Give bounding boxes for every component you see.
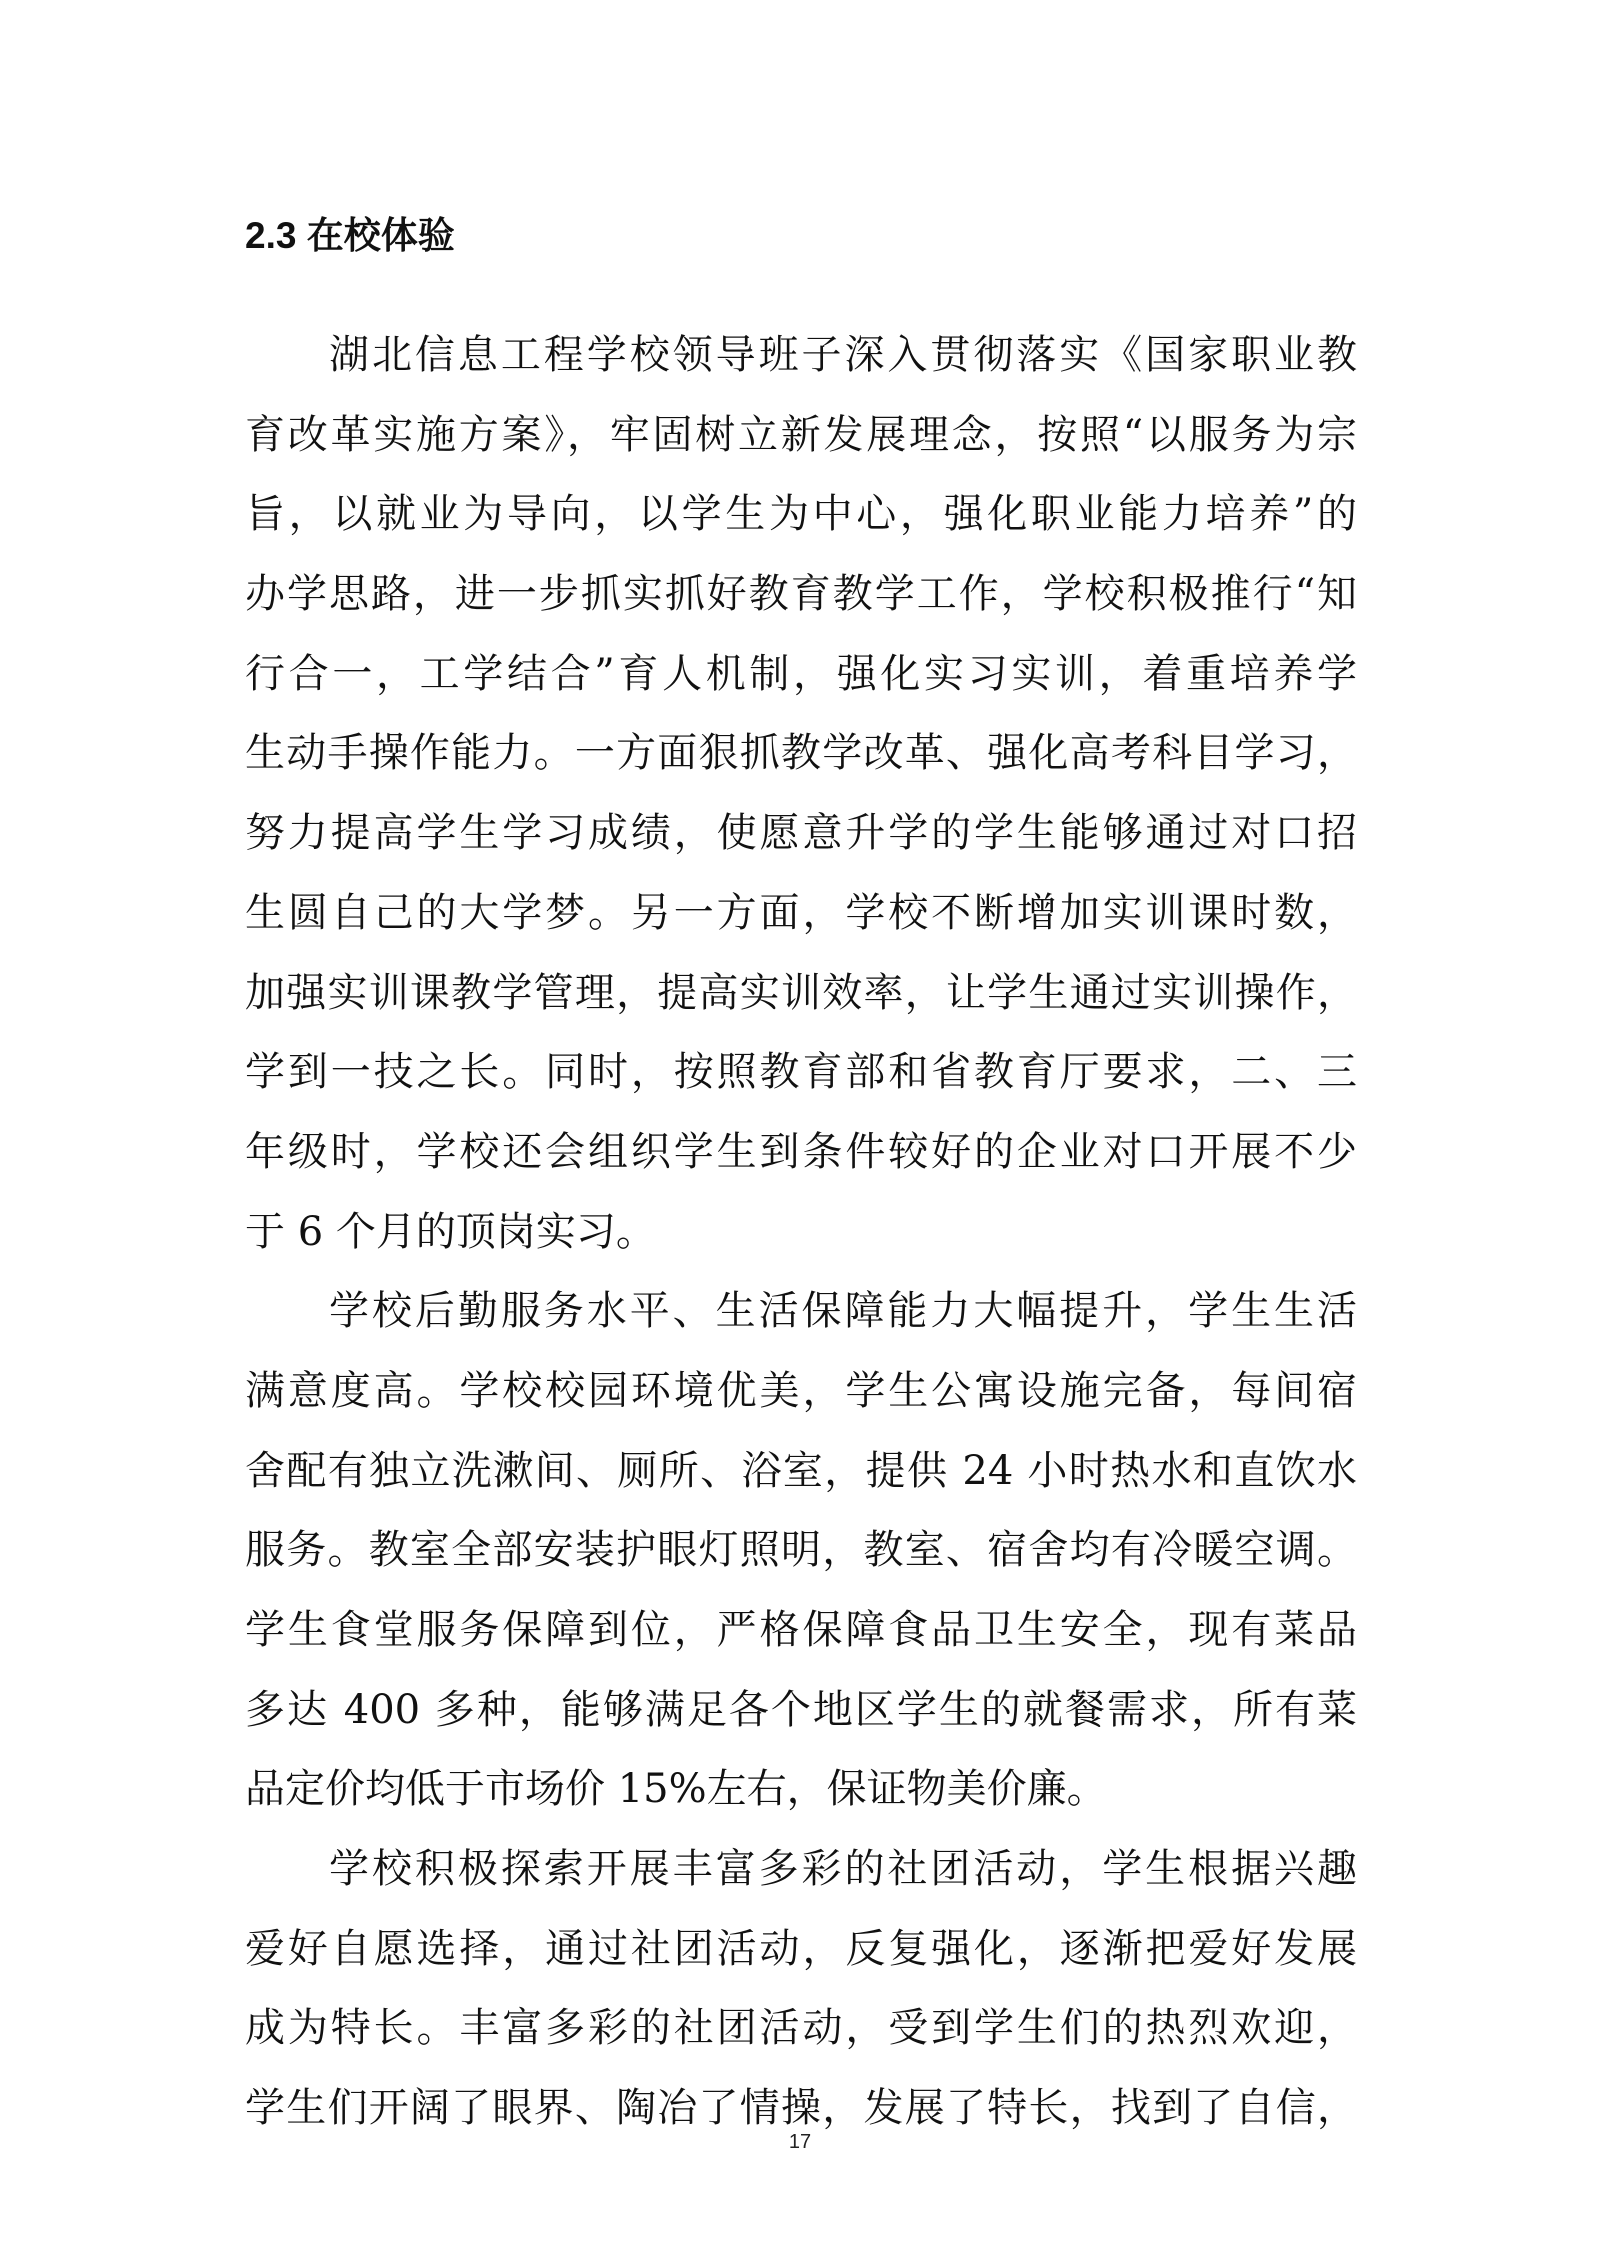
paragraph-line: 学生们开阔了眼界、陶冶了情操，发展了特长，找到了自信，: [245, 2085, 1357, 2132]
paragraph-line: 湖北信息工程学校领导班子深入贯彻落实《国家职业教: [329, 332, 1357, 378]
paragraph-line: 满意度高。学校校园环境优美，学生公寓设施完备，每间宿: [245, 1367, 1357, 1414]
paragraph-line: 旨，以就业为导向，以学生为中心，强化职业能力培养”的: [245, 491, 1357, 538]
paragraph-line: 生动手操作能力。一方面狠抓教学改革、强化高考科目学习，: [245, 730, 1357, 777]
paragraph-line: 成为特长。丰富多彩的社团活动，受到学生们的热烈欢迎，: [245, 2005, 1357, 2052]
paragraph-line: 行合一，工学结合”育人机制，强化实习实训，着重培养学: [245, 650, 1357, 697]
paragraph-line: 爱好自愿选择，通过社团活动，反复强化，逐渐把爱好发展: [245, 1925, 1357, 1972]
paragraph-line: 多达 400 多种，能够满足各个地区学生的就餐需求，所有菜: [245, 1686, 1357, 1733]
page-number: 17: [788, 2131, 812, 2153]
paragraph-line: 加强实训课教学管理，提高实训效率，让学生通过实训操作，: [245, 969, 1357, 1016]
paragraph-line: 办学思路，进一步抓实抓好教育教学工作，学校积极推行“知: [245, 571, 1357, 618]
paragraph-line: 学校积极探索开展丰富多彩的社团活动，学生根据兴趣: [329, 1846, 1357, 1893]
paragraph-line: 年级时，学校还会组织学生到条件较好的企业对口开展不少: [245, 1128, 1357, 1175]
paragraph-line: 学到一技之长。同时，按照教育部和省教育厅要求，二、三: [245, 1049, 1357, 1096]
paragraph-line: 学校后勤服务水平、生活保障能力大幅提升，学生生活: [329, 1288, 1357, 1335]
paragraph-line: 育改革实施方案》，牢固树立新发展理念，按照“以服务为宗: [245, 411, 1357, 458]
paragraph-line: 品定价均低于市场价 15%左右，保证物美价廉。: [245, 1766, 1107, 1813]
paragraph-line: 生圆自己的大学梦。另一方面，学校不断增加实训课时数，: [245, 889, 1357, 936]
paragraph-line: 舍配有独立洗漱间、厕所、浴室，提供 24 小时热水和直饮水: [245, 1447, 1357, 1494]
body-text: [245, 324, 1357, 2157]
paragraph-line: 努力提高学生学习成绩，使愿意升学的学生能够通过对口招: [245, 810, 1357, 857]
paragraph-line: 服务。教室全部安装护眼灯照明，教室、宿舍均有冷暖空调。: [245, 1527, 1357, 1574]
section-heading: 2.3 在校体验: [245, 215, 455, 256]
paragraph-line: 学生食堂服务保障到位，严格保障食品卫生安全，现有菜品: [245, 1607, 1357, 1653]
paragraph-line: 于 6 个月的顶岗实习。: [245, 1208, 656, 1255]
